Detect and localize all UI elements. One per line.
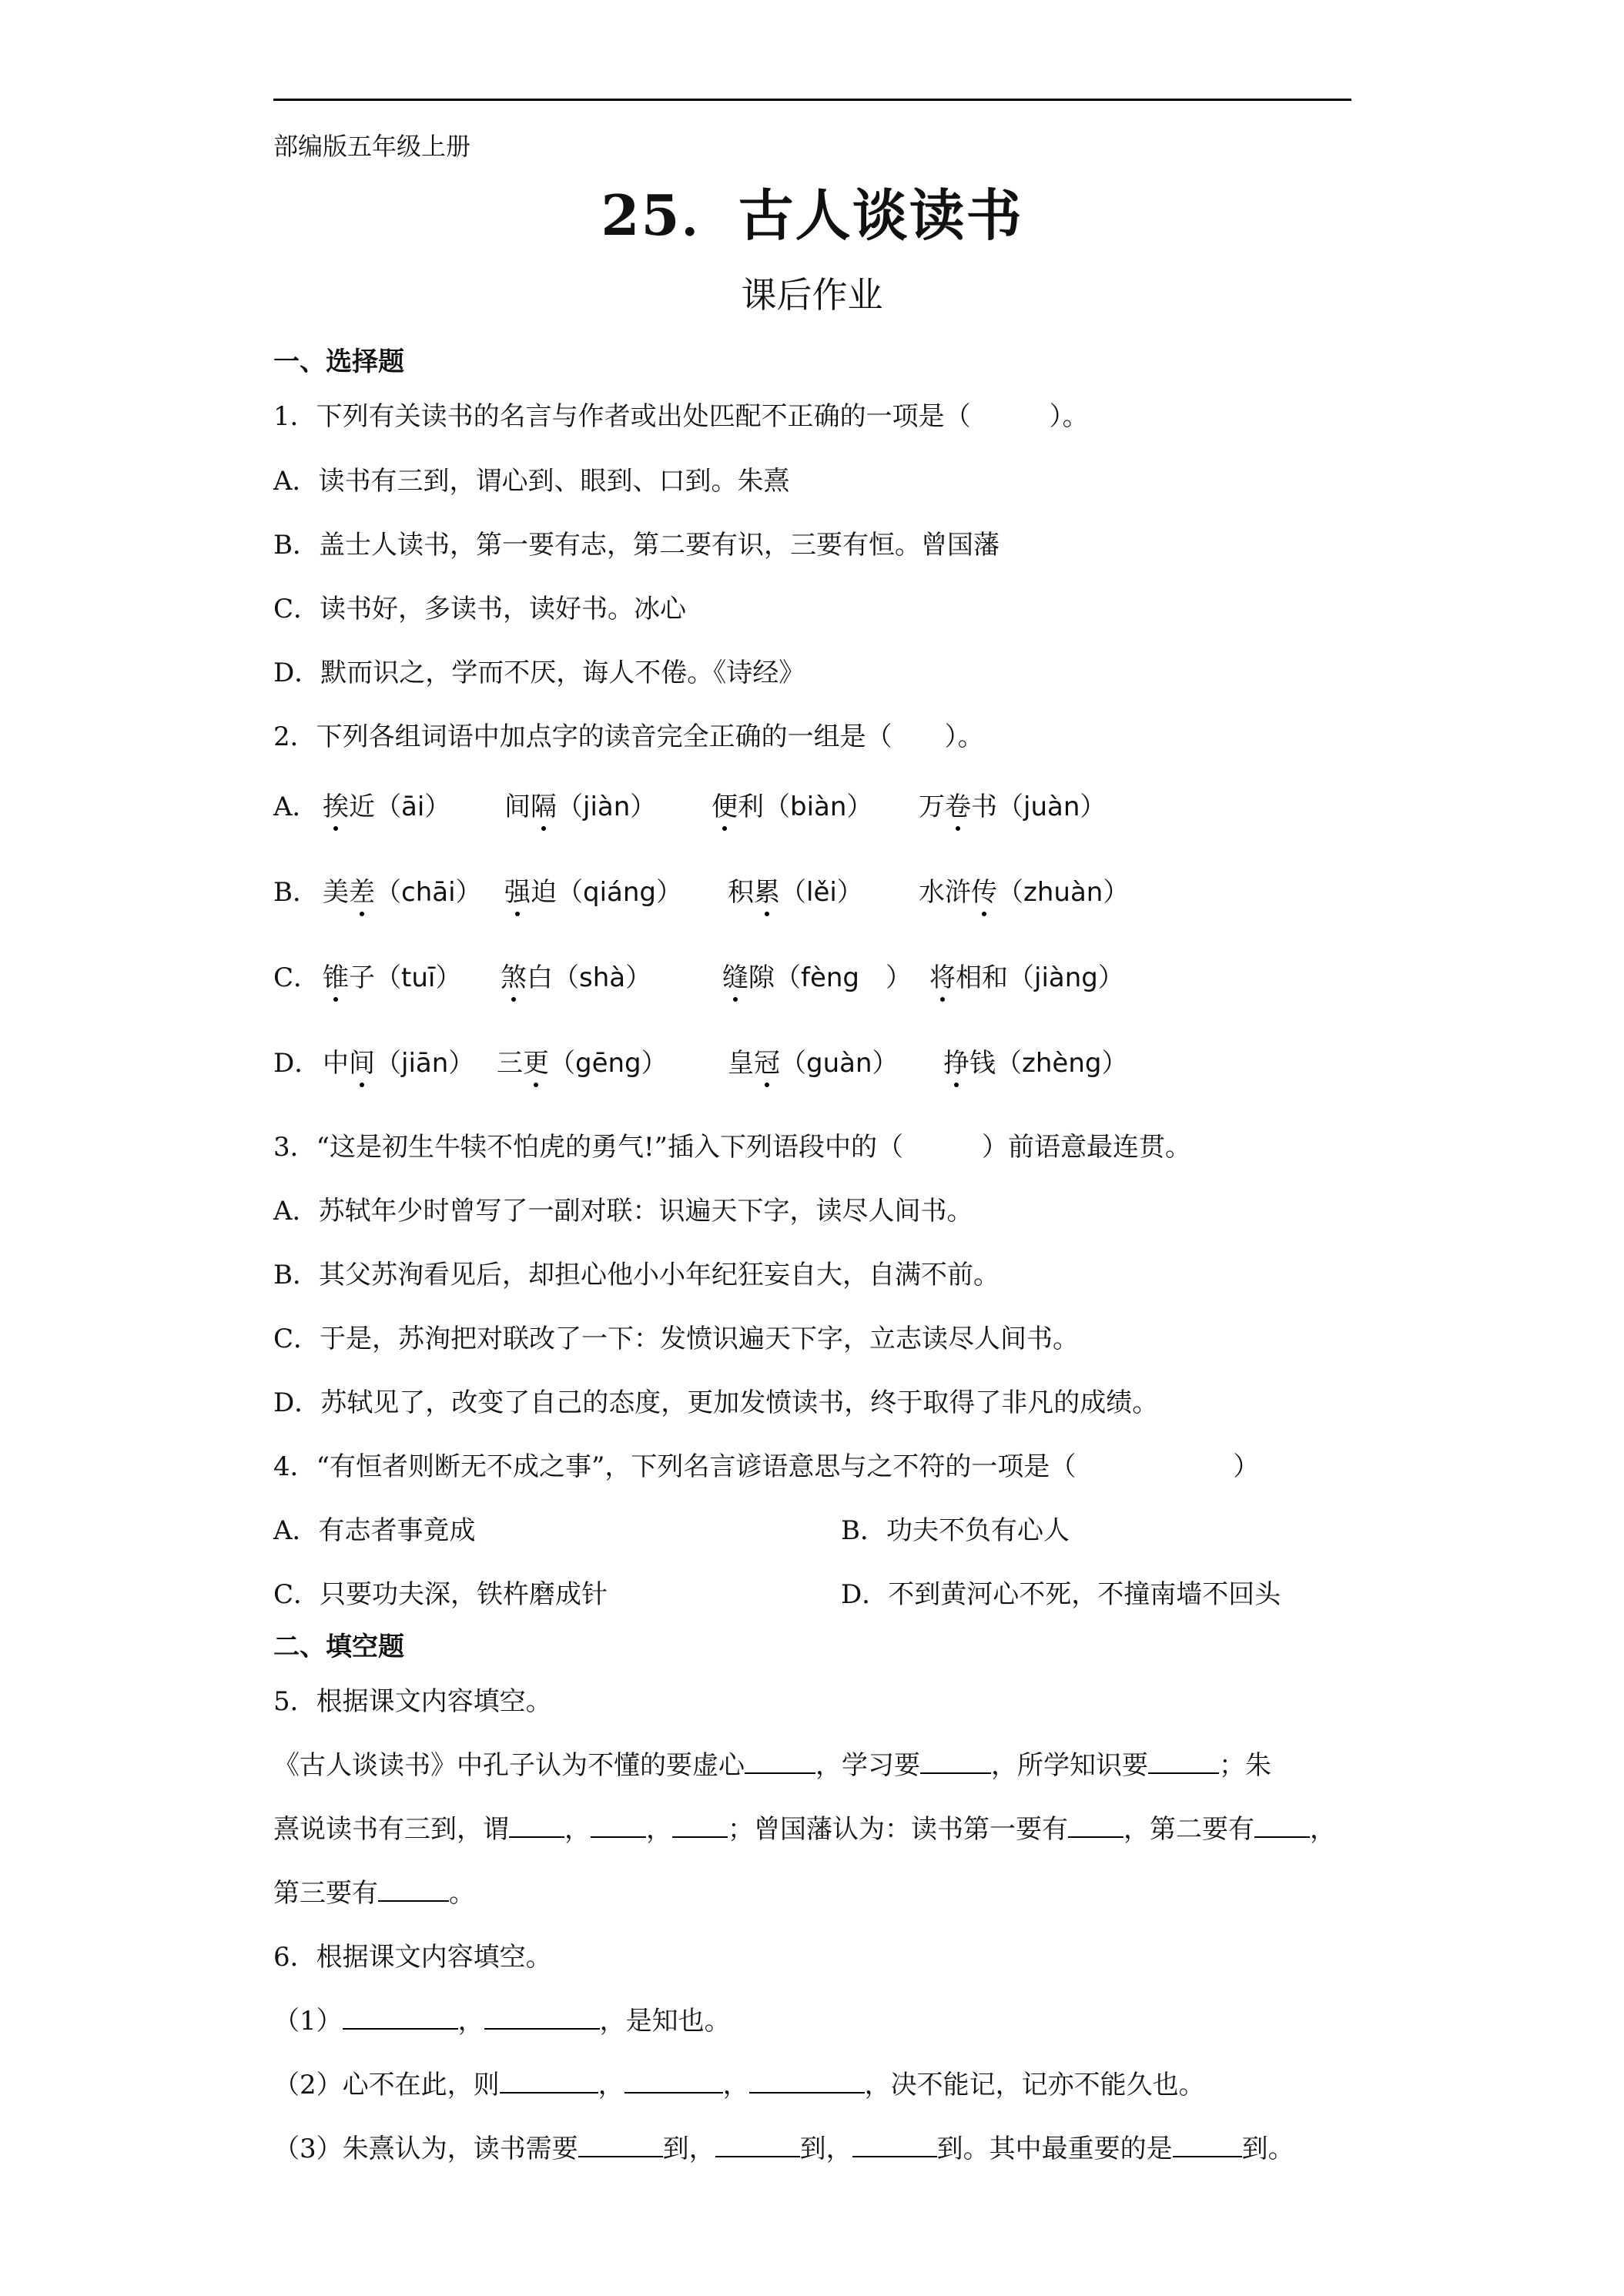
q2-option-c [273,956,1351,1002]
q3-option-a: A．苏轼年少时曾写了一副对联：识遍天下字，读尽人间书。 [273,1196,973,1227]
q1-option-a: A．读书有三到，谓心到、眼到、口到。朱熹 [273,466,790,497]
option-label: A． [273,792,319,822]
section-heading-fill: 二、填空题 [273,1632,404,1662]
q6-item-3: （3）朱熹认为，读书需要 到， 到， 到。其中最重要的是 到。 [273,2134,1294,2164]
answer-blank[interactable] [624,2069,723,2094]
answer-blank[interactable] [1148,1749,1219,1774]
answer-blank[interactable] [1173,2133,1242,2157]
word-item: 煞白（shà） [501,956,651,994]
word-item: 便利（biàn） [712,785,872,823]
q1-option-b: B．盖士人读书，第一要有志，第二要有识，三要有恒。曾国藩 [273,530,1000,561]
word-item: 缝隙（fèng ） [722,956,912,994]
option-label: C． [273,962,320,993]
answer-blank[interactable] [578,2133,663,2157]
answer-blank[interactable] [343,2005,458,2030]
answer-blank[interactable] [500,2069,598,2094]
word-item: 间隔（jiàn） [504,785,656,823]
answer-blank[interactable] [591,1813,646,1838]
publisher-label: 部编版五年级上册 [273,132,471,161]
q5-stem: 5．根据课文内容填空。 [273,1686,552,1717]
q3-option-b: B．其父苏洵看见后，却担心他小小年纪狂妄自大，自满不前。 [273,1260,1000,1290]
answer-blank[interactable] [745,1749,815,1774]
answer-blank[interactable] [509,1813,564,1838]
q4-option-b: B．功夫不负有心人 [841,1515,1070,1546]
header-rule [273,99,1351,101]
q1-option-d: D．默而识之，学而不厌，诲人不倦。《诗经》 [273,658,805,688]
answer-blank[interactable] [484,2005,600,2030]
word-item: 三更（gēng） [497,1042,668,1079]
q6-stem: 6．根据课文内容填空。 [273,1942,552,1973]
word-item: 中间（jiān） [323,1042,474,1079]
q4-stem: 4．“有恒者则断无不成之事”，下列名言谚语意思与之不符的一项是（ ） [273,1451,1260,1482]
page-title: 25．古人谈读书 [601,182,1023,248]
word-item: 将相和（jiàng） [929,956,1124,994]
word-item: 水浒传（zhuàn） [919,871,1129,909]
page-subtitle: 课后作业 [741,274,883,316]
word-item: 积累（lěi） [728,871,863,909]
answer-blank[interactable] [1068,1813,1123,1838]
word-item: 挨近（āi） [323,785,450,823]
q3-option-c: C．于是，苏洵把对联改了一下：发愤识遍天下字，立志读尽人间书。 [273,1324,1080,1354]
q4-option-d: D．不到黄河心不死，不撞南墙不回头 [841,1579,1281,1610]
word-item: 美差（chāi） [323,871,482,909]
q4-option-c: C．只要功夫深，铁杵磨成针 [273,1579,608,1610]
q2-option-b [273,871,1351,917]
word-item: 强迫（qiáng） [504,871,682,909]
q2-stem: 2．下列各组词语中加点字的读音完全正确的一组是（ ）。 [273,721,984,752]
answer-blank[interactable] [920,1749,991,1774]
q6-item-1: （1） ， ，是知也。 [273,2006,731,2037]
q1-stem: 1．下列有关读书的名言与作者或出处匹配不正确的一项是（ ）。 [273,401,1089,432]
option-label: B． [273,877,319,908]
answer-blank[interactable] [715,2133,800,2157]
answer-blank[interactable] [852,2133,937,2157]
q3-option-d: D．苏轼见了，改变了自己的态度，更加发愤读书，终于取得了非凡的成绩。 [273,1387,1159,1418]
q2-option-d [273,1042,1351,1088]
q4-option-a: A．有志者事竟成 [273,1515,476,1546]
word-item: 万卷书（juàn） [919,785,1106,823]
q1-option-c: C．读书好，多读书，读好书。冰心 [273,594,687,624]
word-item: 挣钱（zhèng） [943,1042,1127,1079]
answer-blank[interactable] [378,1877,449,1902]
q5-line-1: 《古人谈读书》中孔子认为不懂的要虚心 ，学习要 ，所学知识要 ；朱 [273,1750,1271,1781]
word-item: 锥子（tuī） [323,956,461,994]
option-label: D． [273,1048,321,1079]
word-item: 皇冠（guàn） [728,1042,899,1079]
section-heading-choice: 一、选择题 [273,346,404,377]
answer-blank[interactable] [672,1813,728,1838]
q6-item-2: （2）心不在此，则 ， ， ，决不能记，记亦不能久也。 [273,2070,1205,2100]
q3-stem: 3．“这是初生牛犊不怕虎的勇气!”插入下列语段中的（ ）前语意最连贯。 [273,1132,1192,1163]
q5-line-2: 熹说读书有三到，谓 ， ， ；曾国藩认为：读书第一要有 ，第二要有 ， [273,1814,1336,1845]
q5-line-3: 第三要有 。 [273,1878,475,1909]
q2-option-a [273,785,1351,832]
answer-blank[interactable] [749,2069,865,2094]
answer-blank[interactable] [1254,1813,1310,1838]
